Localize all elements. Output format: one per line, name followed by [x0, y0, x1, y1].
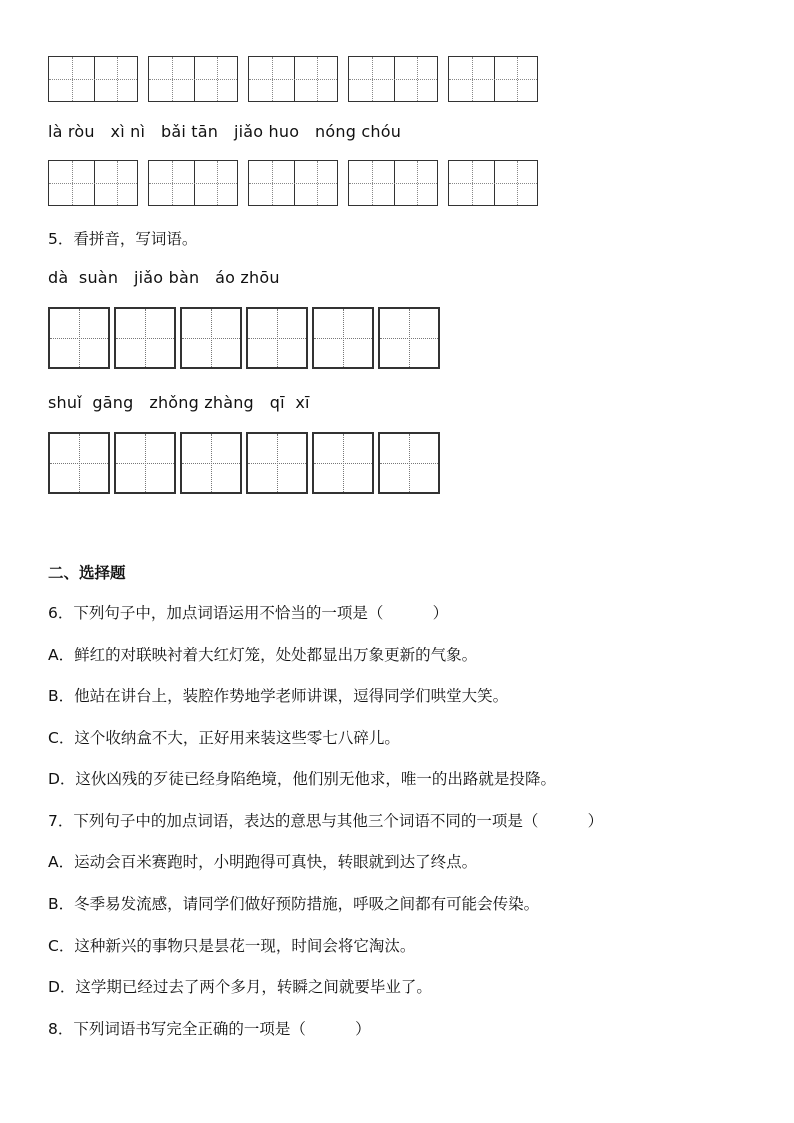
tianzi-box[interactable]: [246, 432, 308, 494]
section-title: 二、选择题: [48, 564, 126, 582]
writing-grid[interactable]: [48, 160, 138, 206]
tianzi-box[interactable]: [48, 432, 110, 494]
tianzi-row-1: [48, 307, 440, 369]
writing-grid[interactable]: [148, 160, 238, 206]
tianzi-row-2: [48, 432, 440, 494]
question-5-title: 5．看拼音，写词语。: [48, 230, 198, 248]
tianzi-box[interactable]: [312, 307, 374, 369]
writing-grid[interactable]: [448, 160, 538, 206]
question-7-stem: 7．下列句子中的加点词语，表达的意思与其他三个词语不同的一项是（ ）: [48, 812, 604, 830]
question-6-stem: 6．下列句子中，加点词语运用不恰当的一项是（ ）: [48, 604, 449, 622]
grid-row-2: [48, 160, 540, 206]
tianzi-box[interactable]: [114, 307, 176, 369]
tianzi-box[interactable]: [180, 432, 242, 494]
tianzi-box[interactable]: [48, 307, 110, 369]
writing-grid[interactable]: [248, 160, 338, 206]
question-6-option-a[interactable]: A．鲜红的对联映衬着大红灯笼，处处都显出万象更新的气象。: [48, 646, 478, 664]
tianzi-box[interactable]: [180, 307, 242, 369]
pinyin-prompt: shuǐ gāng zhǒng zhàng qī xī: [48, 393, 310, 412]
question-6-option-b[interactable]: B．他站在讲台上，装腔作势地学老师讲课，逗得同学们哄堂大笑。: [48, 687, 509, 705]
question-7-option-c[interactable]: C．这种新兴的事物只是昙花一现，时间会将它淘汰。: [48, 937, 416, 955]
question-6-option-d[interactable]: D．这伙凶残的歹徒已经身陷绝境，他们别无他求，唯一的出路就是投降。: [48, 770, 556, 788]
tianzi-box[interactable]: [246, 307, 308, 369]
pinyin-prompt: là ròu xì nì bǎi tān jiǎo huo nóng chóu: [48, 122, 402, 141]
question-7-option-d[interactable]: D．这学期已经过去了两个多月，转瞬之间就要毕业了。: [48, 978, 432, 996]
writing-grid[interactable]: [148, 56, 238, 102]
pinyin-prompt: dà suàn jiǎo bàn áo zhōu: [48, 268, 280, 287]
writing-grid[interactable]: [348, 160, 438, 206]
question-7-option-a[interactable]: A．运动会百米赛跑时，小明跑得可真快，转眼就到达了终点。: [48, 853, 478, 871]
writing-grid[interactable]: [448, 56, 538, 102]
writing-grid[interactable]: [248, 56, 338, 102]
writing-grid[interactable]: [348, 56, 438, 102]
tianzi-box[interactable]: [378, 432, 440, 494]
writing-grid[interactable]: [48, 56, 138, 102]
question-6-option-c[interactable]: C．这个收纳盒不大，正好用来装这些零七八碎儿。: [48, 729, 400, 747]
tianzi-box[interactable]: [378, 307, 440, 369]
tianzi-box[interactable]: [312, 432, 374, 494]
question-7-option-b[interactable]: B．冬季易发流感，请同学们做好预防措施，呼吸之间都有可能会传染。: [48, 895, 540, 913]
question-8-stem: 8．下列词语书写完全正确的一项是（ ）: [48, 1020, 371, 1038]
grid-row-1: [48, 56, 540, 102]
tianzi-box[interactable]: [114, 432, 176, 494]
